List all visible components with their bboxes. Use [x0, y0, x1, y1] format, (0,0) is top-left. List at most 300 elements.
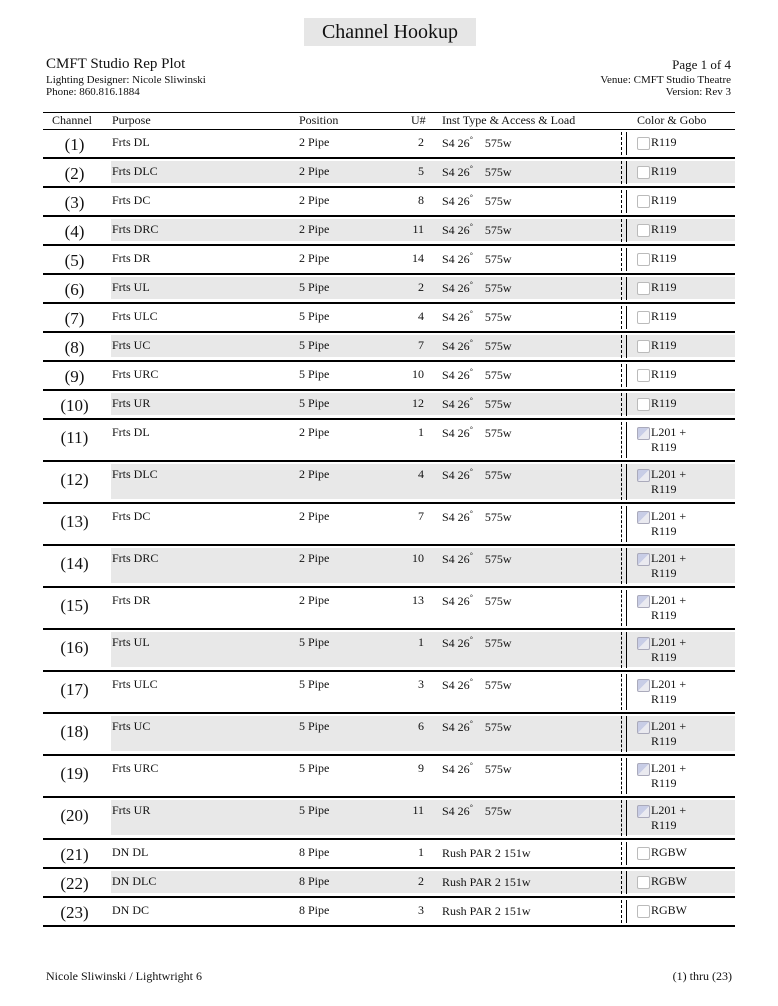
purpose: Frts URC	[112, 367, 159, 381]
table-row	[43, 391, 735, 420]
position: 2 Pipe	[299, 222, 330, 236]
degree-mark: °	[469, 164, 473, 173]
degree-mark: °	[469, 551, 473, 560]
degree-mark: °	[469, 193, 473, 202]
instrument-type	[442, 803, 512, 819]
instrument-type	[442, 467, 512, 483]
show-name: CMFT Studio Rep Plot	[46, 56, 186, 72]
load: 575w	[484, 397, 512, 411]
unit-number: 9	[418, 761, 424, 775]
color-swatch-icon	[637, 679, 650, 692]
instrument-type	[442, 874, 543, 890]
inst-name: S4 26	[442, 194, 470, 208]
position: 2 Pipe	[299, 164, 330, 178]
color-gobo	[637, 761, 686, 791]
position: 2 Pipe	[299, 425, 330, 439]
color-gobo	[637, 251, 677, 266]
table-row	[43, 756, 735, 798]
venue: Venue: CMFT Studio Theatre	[600, 74, 731, 86]
color-value: R119	[651, 280, 677, 294]
color-swatch-icon	[637, 369, 650, 382]
color-value: L201 + R119	[651, 719, 687, 748]
unit-number: 6	[418, 719, 424, 733]
load: 575w	[484, 136, 512, 150]
color-value: L201 + R119	[651, 509, 687, 538]
purpose: DN DL	[112, 845, 149, 859]
instrument-type	[442, 719, 512, 735]
color-swatch-icon	[637, 311, 650, 324]
position: 5 Pipe	[299, 338, 330, 352]
column-headers	[43, 112, 735, 130]
channel-number: (9)	[64, 367, 85, 386]
unit-number: 3	[418, 677, 424, 691]
position: 2 Pipe	[299, 551, 330, 565]
purpose: Frts UL	[112, 635, 150, 649]
table-row	[43, 504, 735, 546]
purpose: Frts DRC	[112, 551, 159, 565]
version: Version: Rev 3	[665, 86, 731, 98]
unit-number: 13	[412, 593, 424, 607]
table-row	[43, 130, 735, 159]
table-row	[43, 672, 735, 714]
position: 5 Pipe	[299, 309, 330, 323]
unit-number: 11	[412, 222, 424, 236]
degree-mark: °	[469, 677, 473, 686]
unit-number: 11	[412, 803, 424, 817]
load: 575w	[484, 720, 512, 734]
position: 5 Pipe	[299, 677, 330, 691]
color-value: RGBW	[651, 874, 687, 888]
inst-name: S4 26	[442, 636, 470, 650]
col-channel: Channel	[52, 113, 92, 127]
column-divider	[621, 506, 627, 542]
channel-number: (17)	[60, 680, 89, 699]
inst-name: S4 26	[442, 804, 470, 818]
color-value: R119	[651, 338, 677, 352]
load: 575w	[484, 368, 512, 382]
color-value: R119	[651, 135, 677, 149]
channel-number: (23)	[60, 903, 89, 922]
color-swatch-icon	[637, 553, 650, 566]
unit-number: 1	[418, 425, 424, 439]
footer-author: Nicole Sliwinski / Lightwright 6	[46, 969, 202, 983]
purpose: Frts ULC	[112, 677, 158, 691]
unit-number: 5	[418, 164, 424, 178]
channel-number: (18)	[60, 722, 89, 741]
color-swatch-icon	[637, 805, 650, 818]
inst-name: S4 26	[442, 368, 470, 382]
unit-number: 1	[418, 845, 424, 859]
color-gobo	[637, 425, 686, 455]
color-swatch-icon	[637, 224, 650, 237]
color-swatch-icon	[637, 469, 650, 482]
instrument-type	[442, 251, 512, 267]
instrument-type	[442, 280, 512, 296]
column-divider	[621, 900, 627, 923]
color-swatch-icon	[637, 253, 650, 266]
column-divider	[621, 422, 627, 458]
degree-mark: °	[469, 719, 473, 728]
table-row	[43, 362, 735, 391]
channel-number: (12)	[60, 470, 89, 489]
position: 2 Pipe	[299, 135, 330, 149]
degree-mark: °	[469, 338, 473, 347]
table-row	[43, 217, 735, 246]
column-divider	[621, 674, 627, 710]
load: 575w	[484, 636, 512, 650]
color-swatch-icon	[637, 166, 650, 179]
table-row	[43, 630, 735, 672]
load: 575w	[484, 339, 512, 353]
instrument-type	[442, 635, 512, 651]
instrument-type	[442, 135, 512, 151]
instrument-type	[442, 164, 512, 180]
color-swatch-icon	[637, 595, 650, 608]
channel-number: (13)	[60, 512, 89, 531]
unit-number: 4	[418, 309, 424, 323]
purpose: Frts DC	[112, 509, 151, 523]
purpose: Frts UC	[112, 719, 151, 733]
color-value: R119	[651, 309, 677, 323]
column-divider	[621, 548, 627, 584]
position: 2 Pipe	[299, 193, 330, 207]
color-gobo	[637, 193, 677, 208]
color-value: L201 + R119	[651, 425, 687, 454]
degree-mark: °	[469, 222, 473, 231]
hookup-table	[43, 130, 735, 927]
instrument-type	[442, 193, 512, 209]
column-divider	[621, 132, 627, 155]
table-row	[43, 588, 735, 630]
color-gobo	[637, 222, 677, 237]
degree-mark: °	[469, 367, 473, 376]
unit-number: 3	[418, 903, 424, 917]
unit-number: 7	[418, 338, 424, 352]
color-gobo	[637, 367, 677, 382]
purpose: Frts DR	[112, 251, 151, 265]
purpose: Frts ULC	[112, 309, 158, 323]
column-divider	[621, 393, 627, 416]
inst-name: Rush PAR 2 151w	[442, 846, 531, 860]
inst-name: S4 26	[442, 165, 470, 179]
purpose: Frts DC	[112, 193, 151, 207]
channel-number: (7)	[64, 309, 85, 328]
color-swatch-icon	[637, 721, 650, 734]
inst-name: S4 26	[442, 252, 470, 266]
color-gobo	[637, 309, 677, 324]
color-gobo	[637, 719, 686, 749]
color-value: L201 + R119	[651, 677, 687, 706]
column-divider	[621, 590, 627, 626]
position: 5 Pipe	[299, 396, 330, 410]
table-row	[43, 869, 735, 898]
inst-name: S4 26	[442, 397, 470, 411]
table-row	[43, 275, 735, 304]
inst-name: S4 26	[442, 281, 470, 295]
color-value: R119	[651, 164, 677, 178]
channel-number: (4)	[64, 222, 85, 241]
instrument-type	[442, 903, 543, 919]
instrument-type	[442, 551, 512, 567]
table-row	[43, 420, 735, 462]
channel-number: (1)	[64, 135, 85, 154]
col-position: Position	[299, 113, 339, 127]
instrument-type	[442, 396, 512, 412]
load: 575w	[484, 310, 512, 324]
position: 5 Pipe	[299, 803, 330, 817]
instrument-type	[442, 309, 512, 325]
unit-number: 10	[412, 367, 424, 381]
color-value: RGBW	[651, 845, 687, 859]
channel-number: (3)	[64, 193, 85, 212]
table-row	[43, 159, 735, 188]
color-value: L201 + R119	[651, 551, 687, 580]
color-value: L201 + R119	[651, 467, 687, 496]
inst-name: Rush PAR 2 151w	[442, 904, 531, 918]
column-divider	[621, 364, 627, 387]
position: 5 Pipe	[299, 719, 330, 733]
instrument-type	[442, 222, 512, 238]
table-row	[43, 246, 735, 275]
header-left	[46, 55, 206, 98]
inst-name: S4 26	[442, 720, 470, 734]
channel-number: (14)	[60, 554, 89, 573]
load: 575w	[484, 194, 512, 208]
color-gobo	[637, 509, 686, 539]
load: 575w	[484, 762, 512, 776]
inst-name: S4 26	[442, 762, 470, 776]
instrument-type	[442, 677, 512, 693]
table-row	[43, 898, 735, 927]
color-value: R119	[651, 251, 677, 265]
channel-number: (10)	[60, 396, 89, 415]
position: 2 Pipe	[299, 467, 330, 481]
position: 5 Pipe	[299, 280, 330, 294]
column-divider	[621, 871, 627, 894]
color-swatch-icon	[637, 905, 650, 918]
color-gobo	[637, 280, 677, 295]
col-unit: U#	[411, 113, 426, 127]
load: 575w	[484, 594, 512, 608]
color-gobo	[637, 396, 677, 411]
color-gobo	[637, 677, 686, 707]
unit-number: 1	[418, 635, 424, 649]
channel-number: (5)	[64, 251, 85, 270]
color-swatch-icon	[637, 763, 650, 776]
color-value: L201 + R119	[651, 593, 687, 622]
purpose: Frts UL	[112, 280, 150, 294]
channel-number: (8)	[64, 338, 85, 357]
degree-mark: °	[469, 309, 473, 318]
degree-mark: °	[469, 509, 473, 518]
color-swatch-icon	[637, 137, 650, 150]
purpose: Frts UC	[112, 338, 151, 352]
unit-number: 2	[418, 135, 424, 149]
unit-number: 14	[412, 251, 424, 265]
table-row	[43, 546, 735, 588]
color-swatch-icon	[637, 637, 650, 650]
designer-name: Lighting Designer: Nicole Sliwinski	[46, 74, 206, 86]
column-divider	[621, 632, 627, 668]
column-divider	[621, 464, 627, 500]
inst-name: S4 26	[442, 426, 470, 440]
load: 575w	[484, 426, 512, 440]
purpose: Frts DLC	[112, 164, 158, 178]
load: 575w	[484, 468, 512, 482]
degree-mark: °	[469, 593, 473, 602]
color-swatch-icon	[637, 282, 650, 295]
degree-mark: °	[469, 280, 473, 289]
inst-name: S4 26	[442, 223, 470, 237]
position: 2 Pipe	[299, 251, 330, 265]
channel-number: (16)	[60, 638, 89, 657]
color-swatch-icon	[637, 195, 650, 208]
position: 8 Pipe	[299, 874, 330, 888]
table-row	[43, 798, 735, 840]
column-divider	[621, 277, 627, 300]
purpose: Frts DL	[112, 135, 150, 149]
load: 575w	[484, 223, 512, 237]
color-swatch-icon	[637, 427, 650, 440]
degree-mark: °	[469, 425, 473, 434]
load: 575w	[484, 678, 512, 692]
instrument-type	[442, 845, 543, 861]
color-value: R119	[651, 222, 677, 236]
table-row	[43, 462, 735, 504]
unit-number: 2	[418, 280, 424, 294]
color-gobo	[637, 903, 687, 918]
purpose: Frts URC	[112, 761, 159, 775]
color-gobo	[637, 593, 686, 623]
instrument-type	[442, 425, 512, 441]
col-color-gobo: Color & Gobo	[637, 113, 707, 127]
instrument-type	[442, 338, 512, 354]
purpose: Frts DRC	[112, 222, 159, 236]
inst-name: S4 26	[442, 468, 470, 482]
color-swatch-icon	[637, 340, 650, 353]
purpose: Frts DL	[112, 425, 150, 439]
channel-number: (15)	[60, 596, 89, 615]
inst-name: S4 26	[442, 510, 470, 524]
purpose: DN DC	[112, 903, 150, 917]
color-value: L201 + R119	[651, 803, 687, 832]
position: 5 Pipe	[299, 367, 330, 381]
color-swatch-icon	[637, 847, 650, 860]
position: 5 Pipe	[299, 761, 330, 775]
page-number: Page 1 of 4	[672, 57, 731, 72]
column-divider	[621, 800, 627, 836]
table-row	[43, 333, 735, 362]
degree-mark: °	[469, 396, 473, 405]
column-divider	[621, 758, 627, 794]
degree-mark: °	[469, 251, 473, 260]
color-value: L201 + R119	[651, 635, 687, 664]
purpose: Frts DR	[112, 593, 151, 607]
instrument-type	[442, 509, 512, 525]
color-gobo	[637, 635, 686, 665]
instrument-type	[442, 367, 512, 383]
inst-name: S4 26	[442, 678, 470, 692]
load: 575w	[484, 165, 512, 179]
color-swatch-icon	[637, 876, 650, 889]
column-divider	[621, 306, 627, 329]
footer-range: (1) thru (23)	[672, 969, 732, 983]
instrument-type	[442, 761, 512, 777]
channel-number: (6)	[64, 280, 85, 299]
inst-name: S4 26	[442, 310, 470, 324]
position: 2 Pipe	[299, 593, 330, 607]
unit-number: 7	[418, 509, 424, 523]
load: 575w	[484, 552, 512, 566]
purpose: Frts UR	[112, 803, 151, 817]
column-divider	[621, 842, 627, 865]
column-divider	[621, 248, 627, 271]
col-purpose: Purpose	[112, 113, 151, 127]
load: 575w	[484, 252, 512, 266]
degree-mark: °	[469, 135, 473, 144]
column-divider	[621, 161, 627, 184]
instrument-type	[442, 593, 512, 609]
load: 575w	[484, 510, 512, 524]
degree-mark: °	[469, 761, 473, 770]
color-swatch-icon	[637, 398, 650, 411]
color-gobo	[637, 467, 686, 497]
inst-name: S4 26	[442, 594, 470, 608]
channel-number: (2)	[64, 164, 85, 183]
unit-number: 12	[412, 396, 424, 410]
color-value: L201 + R119	[651, 761, 687, 790]
inst-name: Rush PAR 2 151w	[442, 875, 531, 889]
load: 575w	[484, 804, 512, 818]
report-title: Channel Hookup	[304, 18, 476, 46]
column-divider	[621, 219, 627, 242]
color-gobo	[637, 135, 677, 150]
table-row	[43, 840, 735, 869]
header-right	[600, 55, 731, 98]
unit-number: 2	[418, 874, 424, 888]
color-value: R119	[651, 396, 677, 410]
column-divider	[621, 190, 627, 213]
designer-phone: Phone: 860.816.1884	[46, 86, 140, 98]
position: 2 Pipe	[299, 509, 330, 523]
purpose: DN DLC	[112, 874, 157, 888]
channel-number: (20)	[60, 806, 89, 825]
table-row	[43, 304, 735, 333]
channel-number: (11)	[60, 428, 89, 447]
color-value: R119	[651, 367, 677, 381]
color-gobo	[637, 845, 687, 860]
unit-number: 8	[418, 193, 424, 207]
degree-mark: °	[469, 635, 473, 644]
column-divider	[621, 716, 627, 752]
color-value: RGBW	[651, 903, 687, 917]
position: 5 Pipe	[299, 635, 330, 649]
unit-number: 4	[418, 467, 424, 481]
channel-number: (22)	[60, 874, 89, 893]
table-row	[43, 188, 735, 217]
color-value: R119	[651, 193, 677, 207]
purpose: Frts DLC	[112, 467, 158, 481]
inst-name: S4 26	[442, 552, 470, 566]
position: 8 Pipe	[299, 845, 330, 859]
col-inst-type: Inst Type & Access & Load	[442, 113, 576, 127]
color-gobo	[637, 164, 677, 179]
load: 575w	[484, 281, 512, 295]
unit-number: 10	[412, 551, 424, 565]
degree-mark: °	[469, 803, 473, 812]
inst-name: S4 26	[442, 136, 470, 150]
table-row	[43, 714, 735, 756]
